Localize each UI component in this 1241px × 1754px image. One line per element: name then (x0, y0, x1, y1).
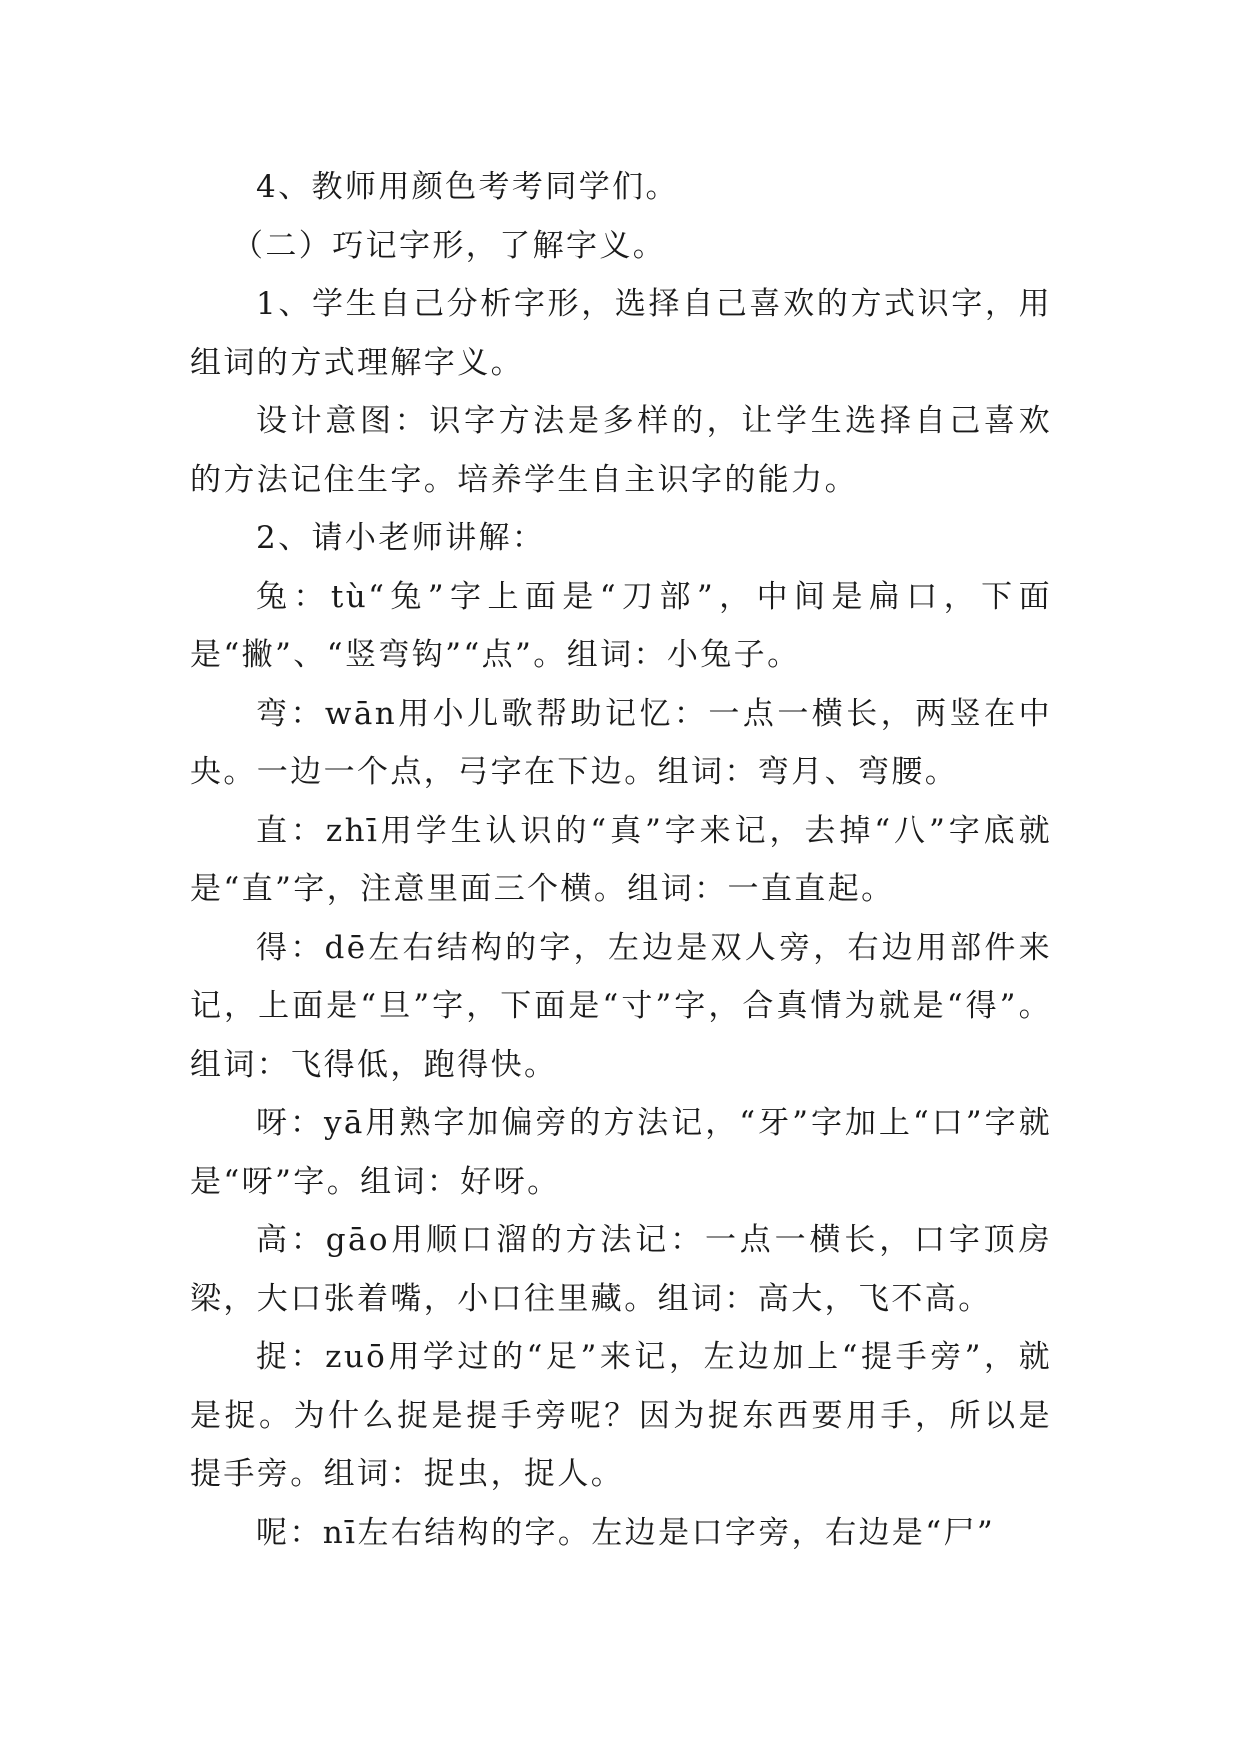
section-heading: （二）巧记字形，了解字义。 (232, 227, 667, 264)
paragraph-char-ne: 呢：nī左右结构的字。左边是口字旁，右边是“尸” (256, 1514, 996, 1551)
paragraph-design-intent: 设计意图：识字方法是多样的，让学生选择自己喜欢的方法记住生字。培养学生自主识字的能力。 (190, 403, 1052, 498)
paragraph-step-1: 1、学生自己分析字形，选择自己喜欢的方式识字，用组词的方式理解字义。 (190, 286, 1052, 381)
document-body (190, 158, 1052, 1562)
paragraph-char-wan: 弯：wān用小儿歌帮助记忆：一点一横长，两竖在中央。一边一个点，弓字在下边。组词：弯月、弯腰。 (190, 695, 1052, 790)
paragraph-step-2: 2、请小老师讲解： (256, 520, 546, 556)
paragraph-char-de: 得：dē左右结构的字，左边是双人旁，右边用部件来记，上面是“旦”字，下面是“寸”字，合真情为就是“得”。组词：飞得低，跑得快。 (190, 929, 1052, 1083)
paragraph-char-zhi: 直：zhī用学生认识的“真”字来记，去掉“八”字底就是“直”字，注意里面三个横。组词：一直直起。 (190, 812, 1052, 907)
paragraph-char-zhuo: 捉：zuō用学过的“足”来记，左边加上“提手旁”，就是捉。为什么捉是提手旁呢？因为捉东西要用手，所以是提手旁。组词：捉虫，捉人。 (190, 1339, 1052, 1492)
paragraph-char-gao: 高：gāo用顺口溜的方法记：一点一横长，口字顶房梁，大口张着嘴，小口往里藏。组词：高大，飞不高。 (190, 1222, 1052, 1317)
paragraph-step-4: 4、教师用颜色考考同学们。 (256, 169, 679, 205)
paragraph-char-ya: 呀：yā用熟字加偏旁的方法记，“牙”字加上“口”字就是“呀”字。组词：好呀。 (190, 1105, 1052, 1200)
paragraph-char-tu: 兔：tù“兔”字上面是“刀部”，中间是扁口，下面是“撇”、“竖弯钩”“点”。组词：小兔子。 (190, 578, 1052, 673)
